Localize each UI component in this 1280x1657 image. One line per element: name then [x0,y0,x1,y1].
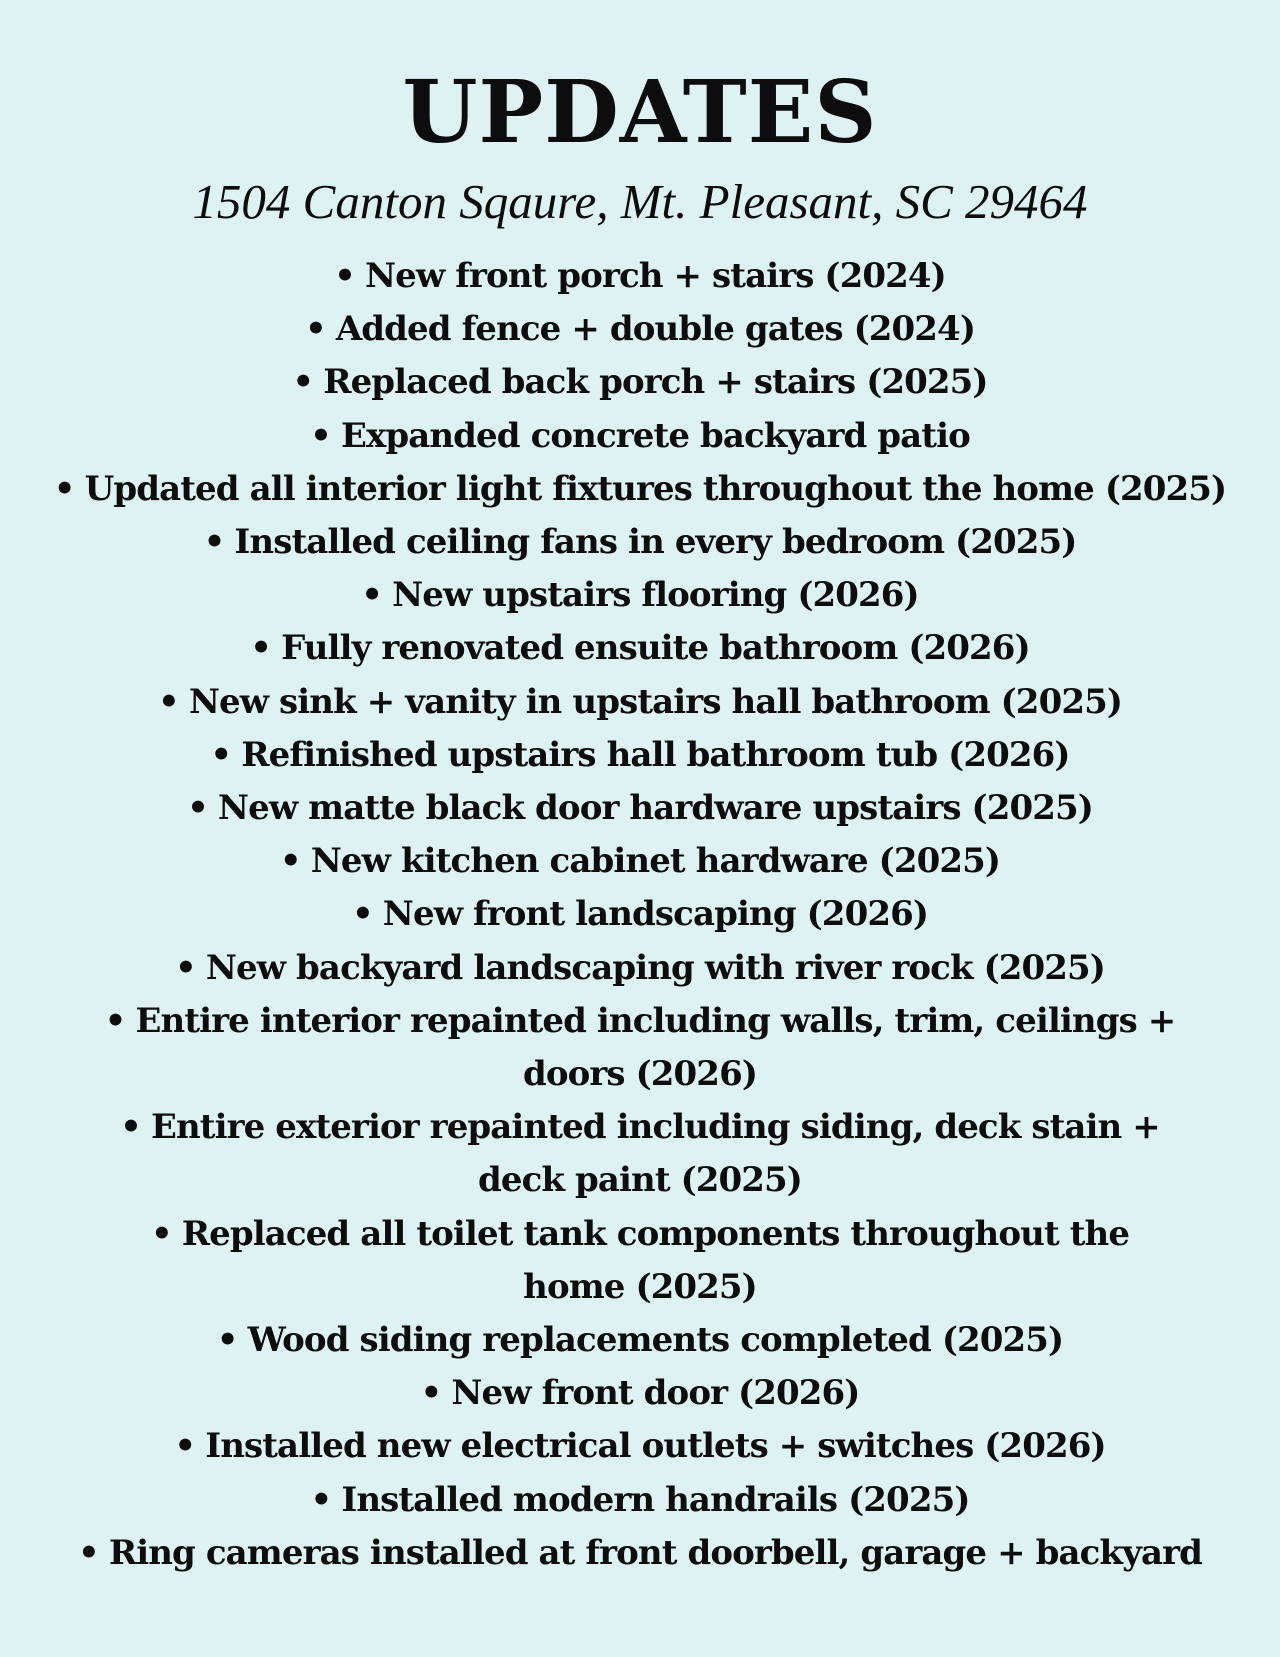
list-item [40,356,1240,409]
list-item-text: Refinished upstairs hall bathroom tub (2026) [241,734,1070,775]
bullet-icon: • [78,1532,99,1573]
list-item-text: Replaced back porch + stairs (2025) [323,362,988,403]
list-item [40,1314,1240,1367]
list-item [40,835,1240,888]
list-item-text: Installed modern handrails (2025) [341,1479,970,1520]
list-item [40,1420,1240,1473]
list-item-text: New front door (2026) [451,1373,860,1414]
list-item-text: New backyard landscaping with river rock (2025) [205,947,1105,988]
bullet-icon: • [420,1373,442,1414]
list-item-text: Installed ceiling fans in every bedroom (2025) [234,522,1077,563]
bullet-icon: • [310,415,331,456]
bullet-icon: • [304,309,326,350]
list-item-text: New sink + vanity in upstairs hall bathroom (2025) [188,681,1123,722]
list-item [40,1101,1240,1207]
bullet-icon: • [187,788,208,829]
list-item-text: Expanded concrete backyard patio [340,415,970,456]
bullet-icon: • [150,1213,172,1254]
list-item [40,995,1240,1101]
list-item-text: Fully renovated ensuite bathroom (2026) [281,628,1030,669]
list-item [40,410,1240,463]
list-item-text: Wood siding replacements completed (2025) [247,1320,1064,1361]
bullet-icon: • [210,734,232,775]
list-item [40,1367,1240,1420]
property-address: 1504 Canton Sqaure, Mt. Pleasant, SC 29464 [192,174,1088,229]
list-item [40,676,1240,729]
bullet-icon: • [203,522,225,563]
updates-list [40,250,1240,1580]
list-item-text: New matte black door hardware upstairs (2025) [217,788,1093,829]
bullet-icon: • [53,468,75,509]
list-item [40,782,1240,835]
page-title: UPDATES [402,62,878,163]
bullet-icon: • [174,1426,196,1467]
bullet-icon: • [351,894,373,935]
list-item [40,250,1240,303]
list-item [40,622,1240,675]
list-item [40,942,1240,995]
bullet-icon: • [104,1000,126,1041]
bullet-icon: • [310,1479,332,1520]
list-item-text: Entire interior repainted including walls, trim, ceilings + doors (2026) [135,1000,1176,1095]
list-item [40,1208,1240,1314]
list-item-text: New upstairs flooring (2026) [392,575,919,616]
list-item [40,1474,1240,1527]
bullet-icon: • [292,362,314,403]
list-item-text: Added fence + double gates (2024) [335,309,976,350]
bullet-icon: • [157,681,179,722]
list-item [40,303,1240,356]
list-item-text: Replaced all toilet tank components throughout the home (2025) [181,1213,1130,1307]
list-item [40,729,1240,782]
bullet-icon: • [334,256,355,296]
list-item-text: Updated all interior light fixtures throughout the home (2025) [84,468,1227,509]
list-item-text: New front landscaping (2026) [382,894,929,935]
bullet-icon: • [216,1320,238,1361]
bullet-icon: • [120,1107,141,1148]
list-item-text: Entire exterior repainted including siding, deck stain + deck paint (2025) [150,1107,1160,1201]
bullet-icon: • [361,575,383,616]
list-item [40,463,1240,516]
list-item-text: Installed new electrical outlets + switches (2026) [205,1426,1106,1467]
list-item-text: New kitchen cabinet hardware (2025) [310,841,1001,882]
bullet-icon: • [250,628,272,669]
list-item [40,516,1240,569]
list-item [40,569,1240,622]
bullet-icon: • [279,841,301,882]
list-item-text: New front porch + stairs (2024) [365,256,946,296]
list-item [40,888,1240,941]
list-item-text: Ring cameras installed at front doorbell, garage + backyard [108,1532,1202,1573]
list-item [40,1527,1240,1580]
bullet-icon: • [175,947,196,988]
